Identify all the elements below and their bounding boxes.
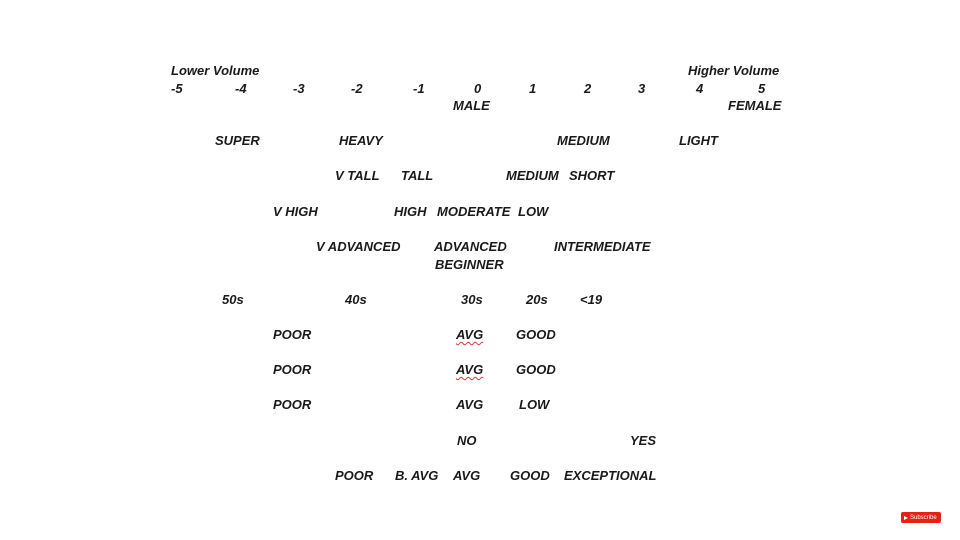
- scale-number: -2: [351, 81, 363, 96]
- rating-option: AVG: [456, 362, 484, 377]
- scale-number: -5: [171, 81, 183, 96]
- rating-option: AVG: [456, 397, 484, 412]
- experience-option: ADVANCED: [434, 239, 507, 254]
- level-option: HIGH: [394, 204, 427, 219]
- rating-option: AVG: [453, 468, 481, 483]
- rating-option: LOW: [519, 397, 550, 412]
- rating-option: POOR: [273, 397, 312, 412]
- weight-option: MEDIUM: [557, 133, 610, 148]
- age-option: <19: [580, 292, 603, 307]
- sex-male: MALE: [453, 98, 490, 113]
- weight-option: LIGHT: [679, 133, 718, 148]
- scale-number: -3: [293, 81, 305, 96]
- age-option: 30s: [461, 292, 483, 307]
- scale-number: 3: [638, 81, 646, 96]
- rating-option: GOOD: [516, 327, 556, 342]
- scale-number: -4: [235, 81, 247, 96]
- height-option: MEDIUM: [506, 168, 559, 183]
- subscribe-button[interactable]: [901, 512, 941, 523]
- higher-volume-label: Higher Volume: [688, 63, 780, 78]
- answer-yes: YES: [630, 433, 657, 448]
- weight-option: SUPER: [215, 133, 260, 148]
- scale-number: -1: [413, 81, 425, 96]
- scale-number: 4: [696, 81, 704, 96]
- age-option: 20s: [526, 292, 548, 307]
- height-option: TALL: [401, 168, 434, 183]
- experience-option: INTERMEDIATE: [554, 239, 651, 254]
- rating-option: EXCEPTIONAL: [564, 468, 657, 483]
- rating-option: POOR: [273, 327, 312, 342]
- rating-option: POOR: [273, 362, 312, 377]
- level-option: LOW: [518, 204, 549, 219]
- rating-option: B. AVG: [395, 468, 439, 483]
- rating-option: POOR: [335, 468, 374, 483]
- rating-option: GOOD: [510, 468, 550, 483]
- lower-volume-label: Lower Volume: [171, 63, 260, 78]
- sex-female: FEMALE: [728, 98, 782, 113]
- answer-no: NO: [457, 433, 477, 448]
- play-icon: [904, 516, 908, 520]
- scale-number: 2: [584, 81, 592, 96]
- scale-number: 1: [529, 81, 537, 96]
- rating-option: AVG: [456, 327, 484, 342]
- level-option: V HIGH: [273, 204, 318, 219]
- experience-option: BEGINNER: [435, 257, 504, 272]
- experience-option: V ADVANCED: [316, 239, 401, 254]
- height-option: SHORT: [569, 168, 615, 183]
- subscribe-label: Subscribe: [910, 514, 937, 521]
- scale-number: 5: [758, 81, 766, 96]
- age-option: 50s: [222, 292, 244, 307]
- level-option: MODERATE: [437, 204, 511, 219]
- weight-option: HEAVY: [339, 133, 383, 148]
- age-option: 40s: [345, 292, 367, 307]
- rating-option: GOOD: [516, 362, 556, 377]
- height-option: V TALL: [335, 168, 380, 183]
- scale-number: 0: [474, 81, 482, 96]
